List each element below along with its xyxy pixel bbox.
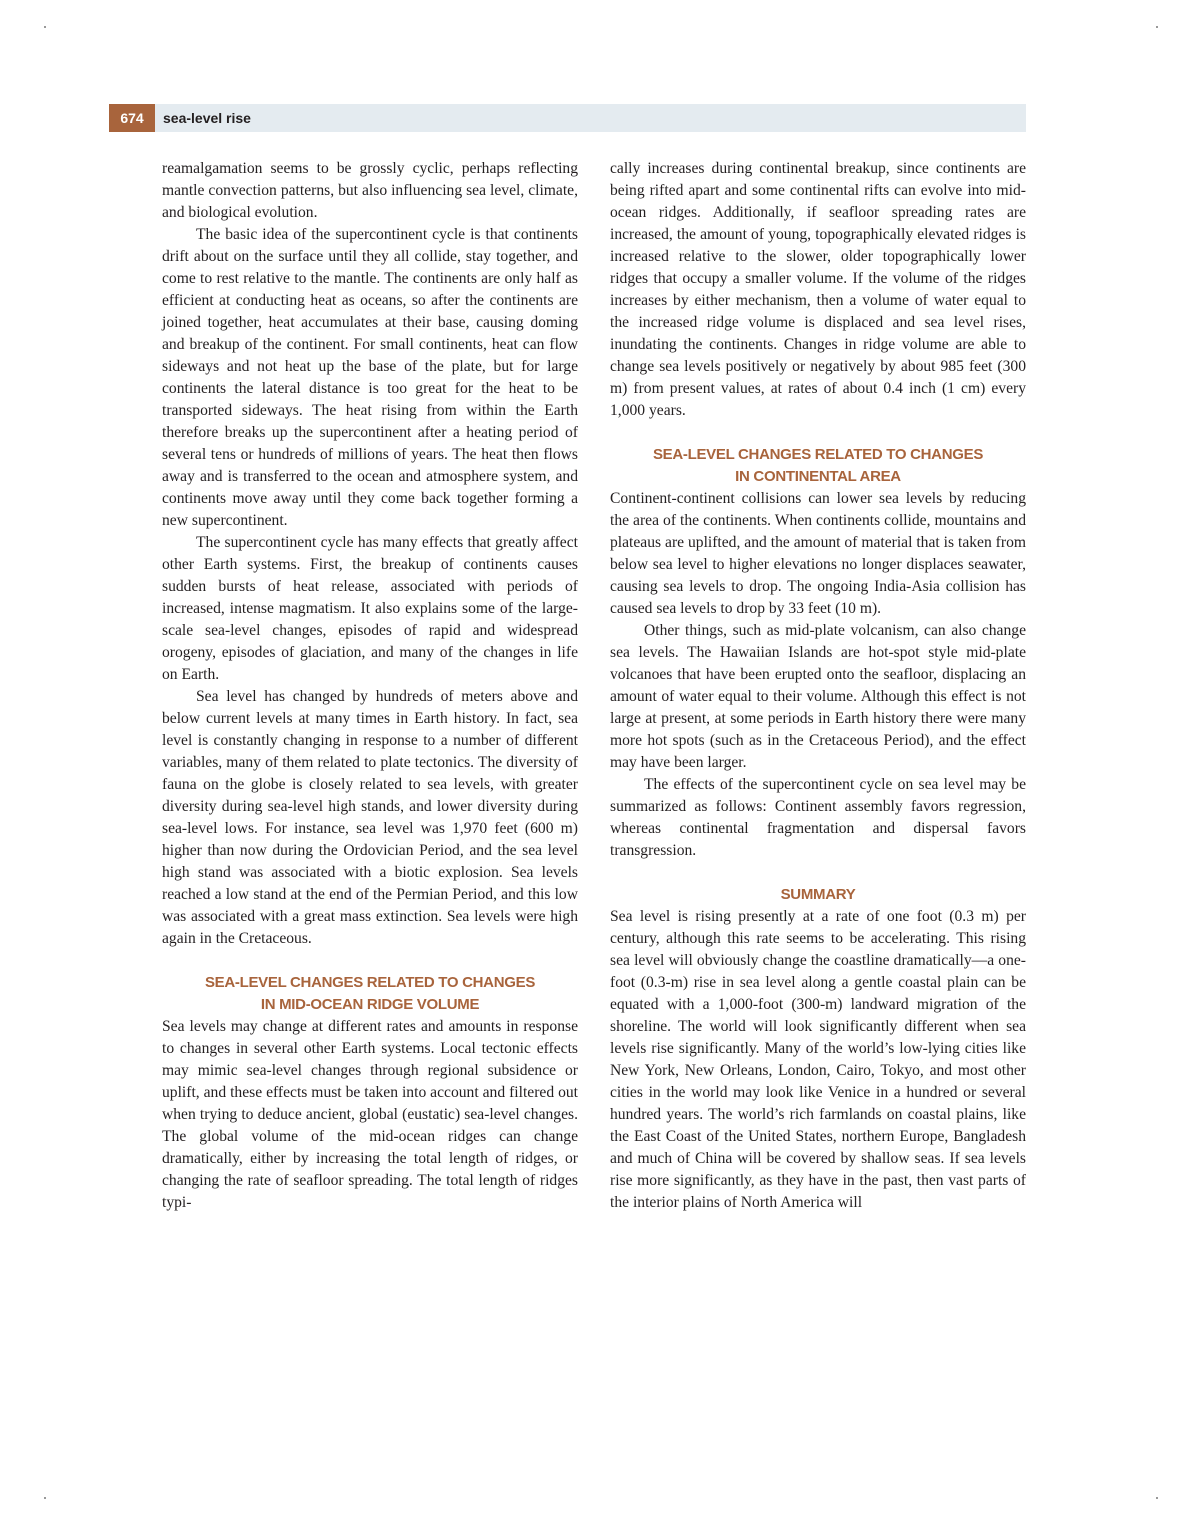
crop-mark bbox=[44, 26, 46, 28]
paragraph: Sea levels may change at different rates and amounts in response to changes in several other Earth systems. Local tectonic effects may mimic sea-level changes through regional subsidence or uplift, and these effects must be taken into account and filtered out when trying to deduce ancient, global (eustatic) sea-level changes. The global volume of the mid-ocean ridges can change dramatically, either by increasing the total length of ridges, or changing the rate of seafloor spreading. The total length of ridges typi- bbox=[162, 1018, 578, 1211]
left-column bbox=[162, 158, 578, 1214]
paragraph: Sea level has changed by hundreds of meters above and below current levels at many times in Earth history. In fact, sea level is constantly changing in response to a number of different variables, many of them related to plate tectonics. The diversity of fauna on the globe is closely related to sea levels, with greater diversity during sea-level high stands, and lower diversity during sea-level lows. For instance, sea level was 1,970 feet (600 m) higher than now during the Ordovician Period, and the sea level high stand was associated with a biotic explosion. Sea levels reached a low stand at the end of the Permian Period, and this low was associated with a great mass extinction. Sea levels were high again in the Cretaceous. bbox=[162, 688, 578, 947]
paragraph: The supercontinent cycle has many effects that greatly affect other Earth systems. First, the breakup of continents causes sudden bursts of heat release, associated with periods of increased, intense magmatism. It also explains some of the large-scale sea-level changes, episodes of rapid and widespread orogeny, episodes of glaciation, and many of the changes in life on Earth. bbox=[162, 534, 578, 683]
section-heading bbox=[610, 884, 1026, 906]
crop-mark bbox=[1156, 1497, 1158, 1499]
section-heading-line: SEA-LEVEL CHANGES RELATED TO CHANGES bbox=[652, 446, 984, 463]
paragraph: The basic idea of the supercontinent cycle is that continents drift about on the surface until they all collide, stay together, and come to rest relative to the mantle. The continents are only half as efficient at conducting heat as oceans, so after the continents are joined together, heat accumulates at their base, causing doming and breakup of the continent. For small continents, heat can flow sideways and not heat up the base of the plate, but for large continents the lateral distance is too great for the heat to be transported sideways. The heat rising from within the Earth therefore breaks up the supercontinent after a heating period of several tens or hundreds of millions of years. The heat then flows away and is transferred to the ocean and atmosphere system, and continents move away until they come back together forming a new supercontinent. bbox=[162, 226, 578, 529]
paragraph: The effects of the supercontinent cycle on sea level may be summarized as follows: Continent assembly favors regression, whereas continental fragmentation and dispersal favors transgression. bbox=[610, 776, 1026, 859]
running-header bbox=[109, 104, 1026, 132]
section-heading bbox=[610, 444, 1026, 488]
crop-mark bbox=[1156, 26, 1158, 28]
paragraph: Continent-continent collisions can lower sea levels by reducing the area of the continents. When continents collide, mountains and plateaus are uplifted, and the amount of material that is taken from below sea level to higher elevations no longer displaces seawater, causing sea levels to drop. The ongoing India-Asia collision has caused sea levels to drop by 33 feet (10 m). bbox=[610, 490, 1026, 617]
right-column bbox=[610, 158, 1026, 1214]
section-heading-line: IN CONTINENTAL AREA bbox=[735, 468, 901, 485]
section-heading bbox=[162, 972, 578, 1016]
section-heading-line: SUMMARY bbox=[780, 886, 856, 903]
running-title: sea-level rise bbox=[163, 110, 251, 126]
section-heading-line: IN MID-OCEAN RIDGE VOLUME bbox=[260, 996, 480, 1013]
paragraph: Other things, such as mid-plate volcanism, can also change sea levels. The Hawaiian Islands are hot-spot style mid-plate volcanoes that have been erupted onto the seafloor, displacing an amount of water equal to their volume. Although this effect is not large at present, at some periods in Earth history there were many more hot spots (such as in the Cretaceous Period), and the effect may have been larger. bbox=[610, 622, 1026, 771]
page-number: 674 bbox=[109, 104, 155, 132]
paragraph: reamalgamation seems to be grossly cyclic, perhaps reflecting mantle convection patterns, but also influencing sea level, climate, and biological evolution. bbox=[162, 160, 578, 221]
section-heading-line: SEA-LEVEL CHANGES RELATED TO CHANGES bbox=[204, 974, 536, 991]
paragraph: Sea level is rising presently at a rate of one foot (0.3 m) per century, although this rate seems to be accelerating. This rising sea level will obviously change the coastline dramatically—a one-foot (0.3-m) rise in sea level along a gentle coastal plain can be equated with a 1,000-foot (300-m) landward migration of the shoreline. The world will look significantly different when sea levels rise significantly. Many of the world’s low-lying cities like New York, New Orleans, London, Cairo, Tokyo, and most other cities in the world may look like Venice in a hundred or several hundred years. The world’s rich farmlands on coastal plains, like the East Coast of the United States, northern Europe, Bangladesh and much of China will be covered by shallow seas. If sea levels rise more significantly, as they have in the past, then vast parts of the interior plains of North America will bbox=[610, 908, 1026, 1211]
paragraph: cally increases during continental breakup, since continents are being rifted apart and some continental rifts can evolve into mid-ocean ridges. Additionally, if seafloor spreading rates are increased, the amount of young, topographically elevated ridges is increased relative to the slower, older topographically lower ridges that occupy a smaller volume. If the volume of the ridges increases by either mechanism, then a volume of water equal to the increased ridge volume is displaced and sea level rises, inundating the continents. Changes in ridge volume are able to change sea levels positively or negatively by about 985 feet (300 m) from present values, at rates of about 0.4 inch (1 cm) every 1,000 years. bbox=[610, 160, 1026, 419]
crop-mark bbox=[44, 1497, 46, 1499]
